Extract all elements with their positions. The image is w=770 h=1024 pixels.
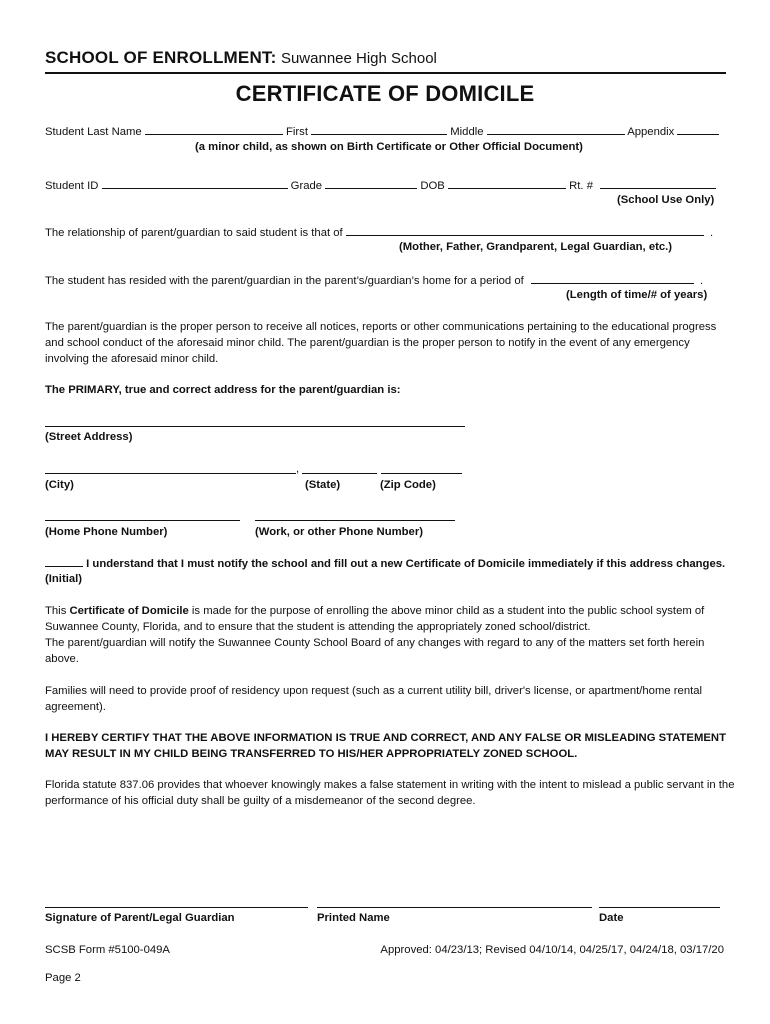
appendix-label: Appendix (627, 126, 675, 138)
statute-paragraph: Florida statute 837.06 provides that whoever knowingly makes a false statement in writing with the intent to mislead a public servant in the performance of his official duty shall be guilty of a misdemeanor of the second degree. (45, 779, 735, 807)
purpose-bold: Certificate of Domicile (69, 605, 189, 617)
middle-name-field[interactable] (487, 124, 625, 135)
home-phone-label: (Home Phone Number) (45, 526, 168, 538)
resided-row (45, 273, 703, 288)
purpose-paragraph (45, 603, 735, 667)
approved-dates: Approved: 04/23/13; Revised 04/10/14, 04/25/17, 04/24/18, 03/17/20 (380, 944, 724, 956)
relationship-period: . (709, 227, 714, 239)
resided-field[interactable] (531, 273, 694, 284)
street-address-field[interactable] (45, 426, 465, 427)
work-phone-field[interactable] (255, 520, 455, 521)
city-comma: , (296, 463, 300, 475)
primary-address-heading: The PRIMARY, true and correct address for the parent/guardian is: (45, 384, 401, 396)
date-field[interactable] (599, 907, 720, 908)
resided-note: (Length of time/# of years) (566, 289, 708, 301)
last-name-label: Student Last Name (45, 126, 142, 138)
initial-field[interactable] (45, 556, 83, 567)
initial-row (45, 556, 725, 571)
city-field[interactable] (45, 473, 296, 474)
student-id-label: Student ID (45, 180, 99, 192)
row-student-id (45, 178, 716, 193)
first-name-field[interactable] (311, 124, 447, 135)
zip-label: (Zip Code) (380, 479, 436, 491)
initial-text: I understand that I must notify the school and fill out a new Certificate of Domicile immediately if this address changes. (86, 558, 726, 570)
initial-label: (Initial) (45, 573, 83, 585)
grade-field[interactable] (325, 178, 417, 189)
street-address-label: (Street Address) (45, 431, 133, 443)
grade-label: Grade (290, 180, 323, 192)
name-note: (a minor child, as shown on Birth Certificate or Other Official Document) (195, 141, 583, 153)
appendix-field[interactable] (677, 124, 719, 135)
rt-label: Rt. # (569, 180, 593, 192)
student-id-field[interactable] (102, 178, 288, 189)
enrollment-value: Suwannee High School (280, 50, 437, 67)
enrollment-label: SCHOOL OF ENROLLMENT: (45, 48, 277, 67)
date-label: Date (599, 912, 624, 924)
relationship-field[interactable] (346, 225, 704, 236)
purpose-line2: The parent/guardian will notify the Suwannee County School Board of any changes with regard to any of the matters set forth herein above. (45, 637, 705, 665)
middle-name-label: Middle (450, 126, 484, 138)
dob-field[interactable] (448, 178, 566, 189)
signature-label: Signature of Parent/Legal Guardian (45, 912, 235, 924)
resided-period: . (700, 275, 704, 287)
zip-field[interactable] (381, 473, 462, 474)
row-student-name (45, 124, 719, 139)
city-label: (City) (45, 479, 74, 491)
printed-name-label: Printed Name (317, 912, 390, 924)
enrollment-header (45, 48, 437, 68)
last-name-field[interactable] (145, 124, 283, 135)
header-rule (45, 72, 726, 74)
state-field[interactable] (302, 473, 377, 474)
form-number: SCSB Form #5100-049A (45, 944, 170, 956)
purpose-pre: This (45, 605, 70, 617)
page-number: Page 2 (45, 972, 81, 984)
notices-paragraph: The parent/guardian is the proper person to receive all notices, reports or other communications pertaining to the educational progress and school conduct of the aforesaid minor child. The parent/guardian is the proper person to notify in the event of any emergency involving the aforesaid minor child. (45, 321, 717, 365)
families-paragraph: Families will need to provide proof of residency upon request (such as a current utility bill, driver's license, or apartment/home rental agreement). (45, 685, 703, 713)
school-use-note: (School Use Only) (617, 194, 715, 206)
purpose-post: is made for the purpose of enrolling the above minor child as a student into the public school system of Suwannee County, Florida, and to ensure that the student is attending the appropriately zoned school/district. (45, 605, 705, 633)
work-phone-label: (Work, or other Phone Number) (255, 526, 423, 538)
home-phone-field[interactable] (45, 520, 240, 521)
relationship-row (45, 225, 713, 240)
certify-paragraph: I HEREBY CERTIFY THAT THE ABOVE INFORMATION IS TRUE AND CORRECT, AND ANY FALSE OR MISLEADING STATEMENT MAY RESULT IN MY CHILD BEING TRANSFERRED TO HIS/HER APPROPRIATELY ZONED SCHOOL. (45, 732, 726, 760)
page-title: CERTIFICATE OF DOMICILE (235, 81, 535, 106)
resided-label: The student has resided with the parent/guardian in the parent’s/guardian’s home for a period of (45, 275, 524, 287)
relationship-label: The relationship of parent/guardian to said student is that of (45, 227, 343, 239)
signature-field[interactable] (45, 907, 308, 908)
rt-field[interactable] (600, 178, 716, 189)
relationship-note: (Mother, Father, Grandparent, Legal Guardian, etc.) (399, 241, 673, 253)
first-name-label: First (286, 126, 308, 138)
state-label: (State) (305, 479, 341, 491)
printed-name-field[interactable] (317, 907, 592, 908)
dob-label: DOB (420, 180, 445, 192)
